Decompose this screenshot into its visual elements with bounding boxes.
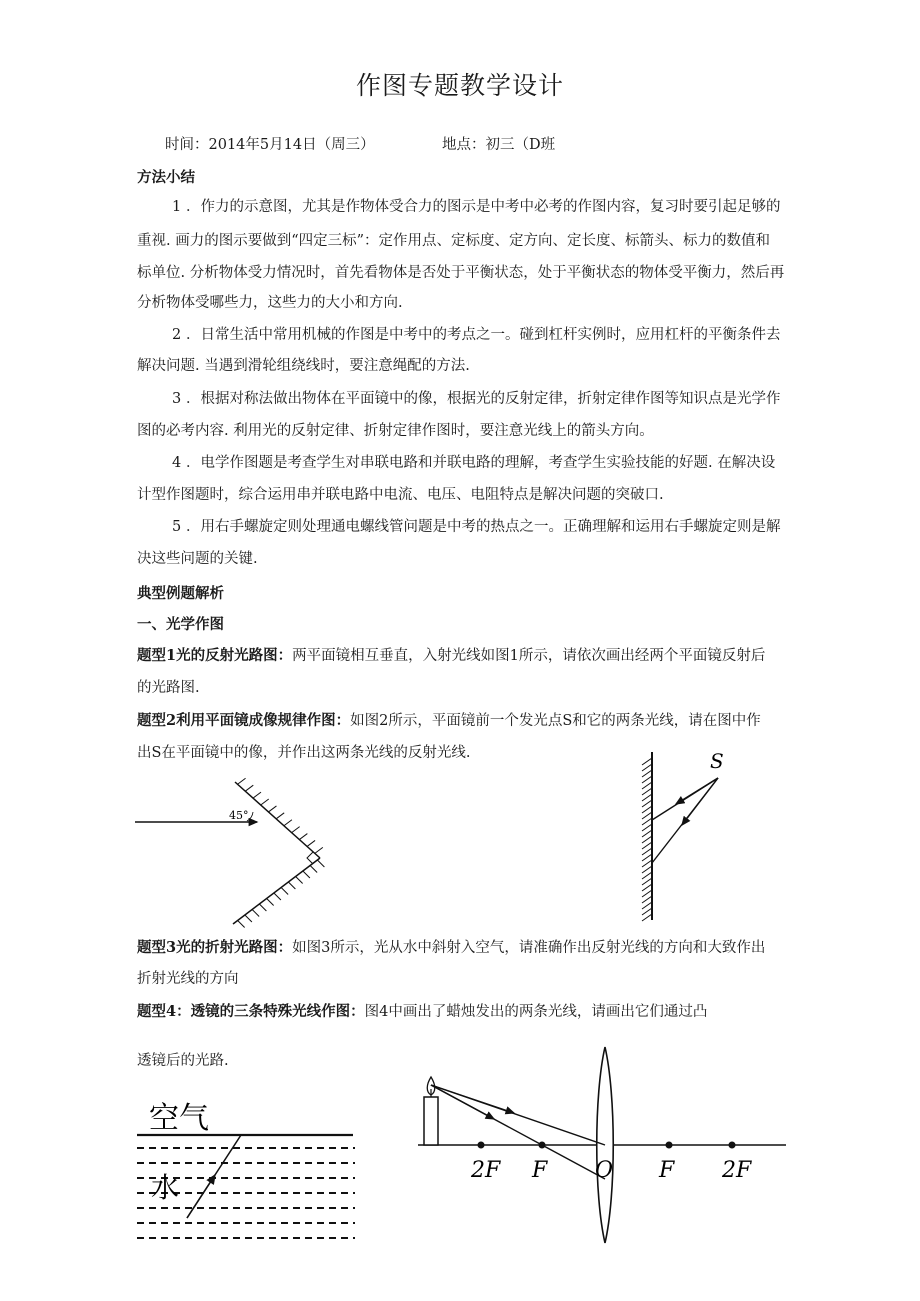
point-2f-right-dot — [729, 1142, 736, 1149]
point-f-left-dot — [539, 1142, 546, 1149]
question-label: 题型2利用平面镜成像规律作图： — [137, 712, 351, 729]
item-number: 1 — [172, 199, 182, 215]
air-label: 空气 — [149, 1101, 209, 1136]
point-o-label: O — [595, 1158, 614, 1183]
item-text-line: ．电学作图题是考查学生对串联电路和并联电路的理解，考查学生实验技能的好题. 在解决设 — [186, 455, 776, 471]
item-number: 4 — [172, 455, 182, 471]
figure-2-plane-mirror — [630, 750, 740, 925]
question-text: 图4中画出了蜡烛发出的两条光线，请画出它们通过凸 — [364, 1004, 708, 1020]
question-label: 题型3光的折射光路图： — [137, 939, 293, 956]
question-text-cont: 的光路图. — [137, 680, 200, 696]
figure-1-mirrors — [135, 776, 335, 926]
point-2f-left-dot — [478, 1142, 485, 1149]
point-2f-right-label: 2F — [722, 1158, 752, 1183]
question-text: 如图2所示，平面镜前一个发光点S和它的两条光线，请在图中作 — [350, 713, 761, 729]
item-text-line: ．作力的示意图，尤其是作物体受合力的图示是中考中必考的作图内容，复习时要引起足够的 — [186, 199, 781, 215]
point-s-label: S — [710, 749, 724, 773]
section-heading: 一、光学作图 — [137, 616, 224, 633]
item-text-line: 图的必考内容. 利用光的反射定律、折射定律作图时，要注意光线上的箭头方向。 — [137, 423, 654, 439]
point-2f-left-label: 2F — [471, 1158, 501, 1183]
method-heading: 方法小结 — [137, 169, 195, 186]
meta-place: 地点：初三（D班 — [442, 137, 556, 153]
question-label: 题型1光的反射光路图： — [137, 647, 293, 664]
angle-label: 45° — [229, 809, 249, 822]
examples-heading: 典型例题解析 — [137, 585, 224, 602]
point-f-right-dot — [666, 1142, 673, 1149]
question-label: 题型4：透镜的三条特殊光线作图： — [137, 1003, 365, 1020]
item-text-line: 解决问题. 当遇到滑轮组绕线时，要注意绳配的方法. — [137, 358, 470, 374]
question-text-cont: 出S在平面镜中的像，并作出这两条光线的反射光线. — [137, 745, 471, 761]
item-text-line: ．根据对称法做出物体在平面镜中的像，根据光的反射定律，折射定律作图等知识点是光学作 — [186, 391, 781, 407]
item-number: 3 — [172, 391, 182, 407]
item-text-line: ．用右手螺旋定则处理通电螺线管问题是中考的热点之一。正确理解和运用右手螺旋定则是解 — [186, 519, 781, 535]
point-f-left-label: F — [532, 1158, 548, 1183]
water-label: 水 — [151, 1171, 180, 1204]
question-2 — [137, 710, 761, 732]
item-number: 2 — [172, 327, 182, 343]
item-text-line: 计型作图题时，综合运用串并联电路中电流、电压、电阻特点是解决问题的突破口. — [137, 487, 664, 503]
page-title: 作图专题教学设计 — [355, 71, 564, 100]
candle-icon — [424, 1097, 438, 1145]
question-text-cont: 透镜后的光路. — [137, 1053, 229, 1069]
question-text: 两平面镜相互垂直，入射光线如图1所示，请依次画出经两个平面镜反射后 — [292, 648, 766, 664]
question-text: 如图3所示，光从水中斜射入空气，请准确作出反射光线的方向和大致作出 — [292, 940, 766, 956]
figure-3-refraction — [135, 1090, 360, 1250]
question-1 — [137, 645, 765, 667]
question-3 — [137, 937, 765, 959]
item-number: 5 — [172, 519, 182, 535]
figure-4-convex-lens — [414, 1045, 789, 1245]
item-text-line: 分析物体受哪些力，这些力的大小和方向. — [137, 295, 403, 311]
item-text-line: ．日常生活中常用机械的作图是中考中的考点之一。碰到杠杆实例时，应用杠杆的平衡条件去 — [186, 327, 781, 343]
question-text-cont: 折射光线的方向 — [137, 971, 239, 987]
question-4 — [137, 1001, 707, 1023]
item-text-line: 重视. 画力的图示要做到“四定三标”：定作用点、定标度、定方向、定长度、标箭头、标力的数值和 — [137, 233, 771, 249]
item-text-line: 决这些问题的关键. — [137, 551, 258, 567]
meta-time: 时间：2014年5月14日（周三） — [165, 137, 375, 153]
point-f-right-label: F — [659, 1158, 675, 1183]
item-text-line: 标单位. 分析物体受力情况时，首先看物体是否处于平衡状态，处于平衡状态的物体受平衡力，然后再 — [137, 265, 785, 281]
